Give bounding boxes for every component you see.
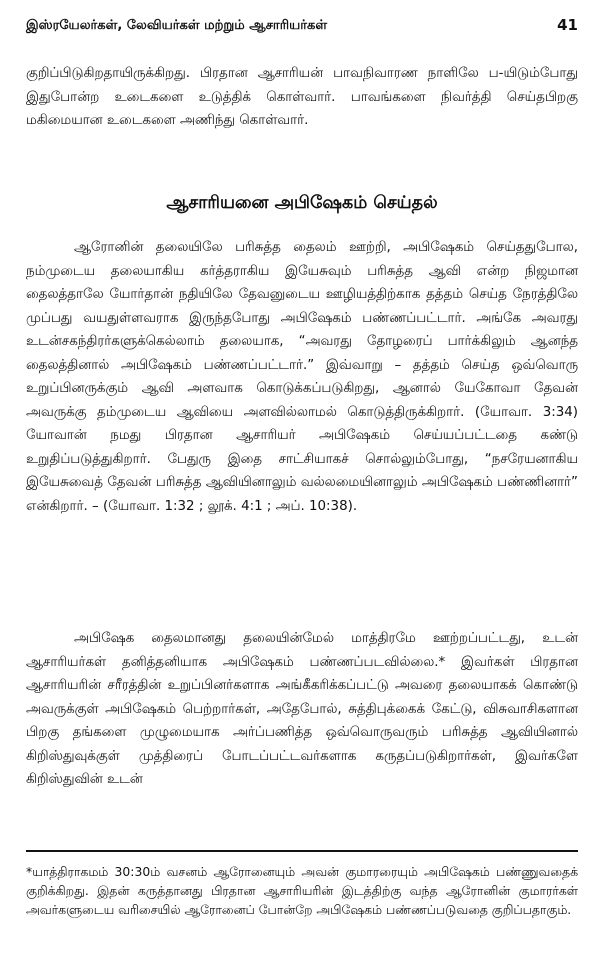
- section-heading: ஆசாரியனை அபிஷேகம் செய்தல்: [166, 193, 438, 213]
- footnote-divider: [26, 850, 578, 852]
- paragraph-2: ஆரோனின் தலையிலே பரிசுத்த தைலம் ஊற்றி, அபிஷேகம் செய்ததுபோல, நம்முடைய தலையாகிய கர்த்தராகிய இயேசுவும் பரிசுத்த ஆவி என்ற நிஜமான தைலத்தாலே யோர்தான் நதியிலே தேவனுடைய ஊழியத்திற்காக தத்தம் செய்த நேரத்திலே முப்பது வயதுள்ளவராக இருந்தபோது அபிஷேகம் பண்ணப்பட்டார். அங்கே அவரது உடன்சகந்திரர்களுக்கெல்லாம் தலையாக, “அவரது தோழரைப் பார்க்கிலும் ஆனந்த தைலத்தினால் அபிஷேகம் பண்ணப்பட்டார்.” இவ்வாறு – தத்தம் செய்த ஒவ்வொரு உறுப்பினருக்கும் ஆவி அளவாக கொடுக்கப்படுகிறது, ஆனால் யேகோவா தேவன் அவருக்கு தம்முடைய ஆவியை அளவில்லாமல் கொடுத்திருக்கிறார். (யோவா. 3:34) யோவான் நமது பிரதான ஆசாரியர் அபிஷேகம் செய்யப்பட்டதை கண்டு உறுதிப்படுத்துகிறார். பேதுரு இதை சாட்சியாகச் சொல்லும்போது, “நசரேயனாகிய இயேசுவைத் தேவன் பரிசுத்த ஆவியினாலும் வல்லமையினாலும் அபிஷேகம் பண்ணினார்” என்கிறார். – (யோவா. 1:32 ; லூக். 4:1 ; அப். 10:38).: [26, 240, 578, 514]
- running-header: [26, 16, 578, 40]
- paragraph-1: குறிப்பிடுகிறதாயிருக்கிறது. பிரதான ஆசாரியன் பாவநிவாரண நாளிலே ப-யிடும்போது இதுபோன்ற உடைகளை உடுத்திக் கொள்வார். பாவங்களை நிவர்த்தி செய்தபிறகு மகிமையான உடைகளை அணிந்து கொள்வார்.: [26, 66, 578, 128]
- footnote: *யாத்திராகமம் 30:30ம் வசனம் ஆரோனையும் அவன் குமாரரையும் அபிஷேகம் பண்ணுவதைக் குறிக்கிறது. இதன் கருத்தானது பிரதான ஆசாரியரின் இடத்திற்கு வந்த ஆரோனின் குமாரர்கள் அவர்களுடைய வரிசையில் ஆரோனைப் போன்றே அபிஷேகம் பண்ணப்படுவதை குறிப்பதாகும்.: [26, 864, 578, 917]
- page-number: 41: [557, 16, 578, 34]
- running-title: இஸ்ரயேலர்கள், லேவியர்கள் மற்றும் ஆசாரியர்கள்: [26, 18, 328, 33]
- paragraph-3: அபிஷேக தைலமானது தலையின்மேல் மாத்திரமே ஊற்றப்பட்டது, உடன் ஆசாரியர்கள் தனித்தனியாக அபிஷேகம் பண்ணப்படவில்லை.* இவர்கள் பிரதான ஆசாரியரின் சரீரத்தின் உறுப்பினர்களாக அங்கீகரிக்கப்பட்டு அவரை தலையாகக் கொண்டு அவருக்குள் அபிஷேகம் பெற்றார்கள், அதேபோல், சுத்திபுக்கைக் கேட்டு, விசுவாசிகளான பிறகு தங்களை முழுமையாக அர்ப்பணித்த ஒவ்வொருவரும் பரிசுத்த ஆவியினால் கிறிஸ்துவுக்குள் முத்திரைப் போடப்பட்டவர்களாக கருதப்படுகிறார்கள், இவர்களே கிறிஸ்துவின் உடன்: [26, 631, 578, 787]
